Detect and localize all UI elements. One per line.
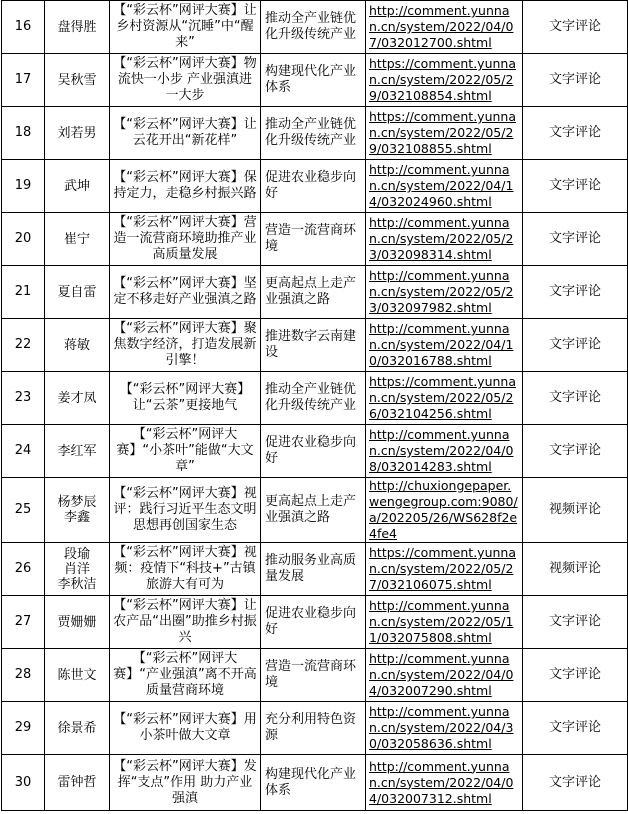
article-link[interactable]: https://comment.yunnan.cn/system/2022/05/26/032104256.shtml xyxy=(369,374,516,421)
link-cell xyxy=(366,107,523,160)
topic: 推进数字云南建设 xyxy=(261,319,366,372)
entry-type: 文字评论 xyxy=(523,755,628,811)
author-name: 盘得胜 xyxy=(45,1,110,54)
article-title: 【“彩云杯”网评大赛】“产业强滇”离不开高质量营商环境 xyxy=(110,649,261,702)
link-cell xyxy=(366,478,523,543)
author-name: 杨梦辰 李鑫 xyxy=(45,478,110,543)
row-number: 29 xyxy=(2,702,45,755)
link-cell xyxy=(366,372,523,425)
entry-type: 文字评论 xyxy=(523,702,628,755)
article-link[interactable]: https://comment.yunnan.cn/system/2022/05/27/032106075.shtml xyxy=(369,545,516,592)
topic: 促进农业稳步向好 xyxy=(261,596,366,649)
article-link[interactable]: http://comment.yunnan.cn/system/2022/05/23/032097982.shtml xyxy=(369,268,514,315)
author-name: 崔宁 xyxy=(45,213,110,266)
link-cell xyxy=(366,160,523,213)
article-title: 【“彩云杯”网评大赛】让“云茶”更接地气 xyxy=(110,372,261,425)
row-number: 24 xyxy=(2,425,45,478)
table-row xyxy=(2,213,628,266)
table-body xyxy=(2,1,628,811)
entry-type: 文字评论 xyxy=(523,649,628,702)
link-cell xyxy=(366,213,523,266)
author-name: 李红军 xyxy=(45,425,110,478)
link-cell xyxy=(366,425,523,478)
article-title: 【“彩云杯”网评大赛】“小茶叶”能做“大文章” xyxy=(110,425,261,478)
row-number: 18 xyxy=(2,107,45,160)
table-row xyxy=(2,319,628,372)
article-link[interactable]: https://comment.yunnan.cn/system/2022/05/29/032108855.shtml xyxy=(369,109,516,156)
entry-type: 文字评论 xyxy=(523,160,628,213)
row-number: 16 xyxy=(2,1,45,54)
row-number: 27 xyxy=(2,596,45,649)
author-name: 段瑜 肖洋 李秋洁 xyxy=(45,543,110,596)
table-row xyxy=(2,1,628,54)
entry-type: 文字评论 xyxy=(523,425,628,478)
article-title: 【“彩云杯”网评大赛】让乡村资源从“沉睡”中“醒来” xyxy=(110,1,261,54)
entry-type: 文字评论 xyxy=(523,54,628,107)
author-name: 徐景希 xyxy=(45,702,110,755)
table-row xyxy=(2,649,628,702)
author-name: 武坤 xyxy=(45,160,110,213)
row-number: 23 xyxy=(2,372,45,425)
topic: 推动全产业链优化升级传统产业 xyxy=(261,372,366,425)
table-row xyxy=(2,160,628,213)
article-title: 【“彩云杯”网评大赛】视频：疫情下“科技+”古镇旅游大有可为 xyxy=(110,543,261,596)
topic: 推动服务业高质量发展 xyxy=(261,543,366,596)
article-link[interactable]: http://chuxiongepaper.wengegroup.com:9080/a/202205/26/WS628f2e4fe4 xyxy=(369,478,518,541)
article-title: 【“彩云杯”网评大赛】让农产品“出圈”助推乡村振兴 xyxy=(110,596,261,649)
entry-type: 文字评论 xyxy=(523,213,628,266)
article-link[interactable]: http://comment.yunnan.cn/system/2022/04/10/032016788.shtml xyxy=(369,321,514,368)
article-link[interactable]: https://comment.yunnan.cn/system/2022/05/29/032108854.shtml xyxy=(369,56,516,103)
article-link[interactable]: http://comment.yunnan.cn/system/2022/05/11/032075808.shtml xyxy=(369,598,514,645)
topic: 更高起点上走产业强滇之路 xyxy=(261,266,366,319)
link-cell xyxy=(366,1,523,54)
article-link[interactable]: http://comment.yunnan.cn/system/2022/04/07/032012700.shtml xyxy=(369,3,514,50)
link-cell xyxy=(366,319,523,372)
row-number: 30 xyxy=(2,755,45,811)
link-cell xyxy=(366,54,523,107)
table-row xyxy=(2,107,628,160)
table-row xyxy=(2,543,628,596)
table-row xyxy=(2,372,628,425)
article-title: 【“彩云杯”网评大赛】视评：践行习近平生态文明思想再创国家生态 xyxy=(110,478,261,543)
entry-type: 视频评论 xyxy=(523,478,628,543)
article-title: 【“彩云杯”网评大赛】坚定不移走好产业强滇之路 xyxy=(110,266,261,319)
author-name: 夏自雷 xyxy=(45,266,110,319)
row-number: 21 xyxy=(2,266,45,319)
article-title: 【“彩云杯”网评大赛】让云花开出“新花样” xyxy=(110,107,261,160)
article-link[interactable]: http://comment.yunnan.cn/system/2022/04/04/032007290.shtml xyxy=(369,651,514,698)
row-number: 28 xyxy=(2,649,45,702)
topic: 促进农业稳步向好 xyxy=(261,425,366,478)
table-row xyxy=(2,478,628,543)
article-title: 【“彩云杯”网评大赛】物流快一小步 产业强滇进一大步 xyxy=(110,54,261,107)
article-title: 【“彩云杯”网评大赛】用小茶叶做大文章 xyxy=(110,702,261,755)
author-name: 陈世文 xyxy=(45,649,110,702)
entry-type: 文字评论 xyxy=(523,266,628,319)
article-link[interactable]: http://comment.yunnan.cn/system/2022/04/30/032058636.shtml xyxy=(369,704,514,751)
table-row xyxy=(2,54,628,107)
row-number: 25 xyxy=(2,478,45,543)
article-title: 【“彩云杯”网评大赛】发挥“支点”作用 助力产业强滇 xyxy=(110,755,261,811)
topic: 构建现代化产业体系 xyxy=(261,54,366,107)
awards-table xyxy=(1,0,628,811)
topic: 推动全产业链优化升级传统产业 xyxy=(261,107,366,160)
table-row xyxy=(2,702,628,755)
article-link[interactable]: http://comment.yunnan.cn/system/2022/04/04/032007312.shtml xyxy=(369,758,514,806)
topic: 更高起点上走产业强滇之路 xyxy=(261,478,366,543)
article-link[interactable]: http://comment.yunnan.cn/system/2022/05/23/032098314.shtml xyxy=(369,215,514,262)
author-name: 蒋敏 xyxy=(45,319,110,372)
table-row xyxy=(2,596,628,649)
article-title: 【“彩云杯”网评大赛】保持定力，走稳乡村振兴路 xyxy=(110,160,261,213)
entry-type: 文字评论 xyxy=(523,1,628,54)
row-number: 26 xyxy=(2,543,45,596)
table-row xyxy=(2,266,628,319)
link-cell xyxy=(366,649,523,702)
topic: 推动全产业链优化升级传统产业 xyxy=(261,1,366,54)
entry-type: 文字评论 xyxy=(523,596,628,649)
link-cell xyxy=(366,266,523,319)
topic: 营造一流营商环境 xyxy=(261,213,366,266)
link-cell xyxy=(366,755,523,811)
row-number: 19 xyxy=(2,160,45,213)
article-title: 【“彩云杯”网评大赛】聚焦数字经济，打造发展新引擎！ xyxy=(110,319,261,372)
topic: 充分利用特色资源 xyxy=(261,702,366,755)
entry-type: 文字评论 xyxy=(523,107,628,160)
table-row xyxy=(2,425,628,478)
article-link[interactable]: http://comment.yunnan.cn/system/2022/04/14/032024960.shtml xyxy=(369,162,514,209)
topic: 营造一流营商环境 xyxy=(261,649,366,702)
link-cell xyxy=(366,702,523,755)
link-cell xyxy=(366,596,523,649)
entry-type: 文字评论 xyxy=(523,372,628,425)
author-name: 刘若男 xyxy=(45,107,110,160)
article-link[interactable]: http://comment.yunnan.cn/system/2022/04/08/032014283.shtml xyxy=(369,427,514,474)
row-number: 20 xyxy=(2,213,45,266)
author-name: 雷钟哲 xyxy=(45,755,110,811)
topic: 构建现代化产业体系 xyxy=(261,755,366,811)
topic: 促进农业稳步向好 xyxy=(261,160,366,213)
link-cell xyxy=(366,543,523,596)
entry-type: 视频评论 xyxy=(523,543,628,596)
entry-type: 文字评论 xyxy=(523,319,628,372)
table-row xyxy=(2,755,628,811)
row-number: 22 xyxy=(2,319,45,372)
article-title: 【“彩云杯”网评大赛】营造一流营商环境助推产业高质量发展 xyxy=(110,213,261,266)
author-name: 吴秋雪 xyxy=(45,54,110,107)
author-name: 姜才凤 xyxy=(45,372,110,425)
row-number: 17 xyxy=(2,54,45,107)
author-name: 贾姗姗 xyxy=(45,596,110,649)
